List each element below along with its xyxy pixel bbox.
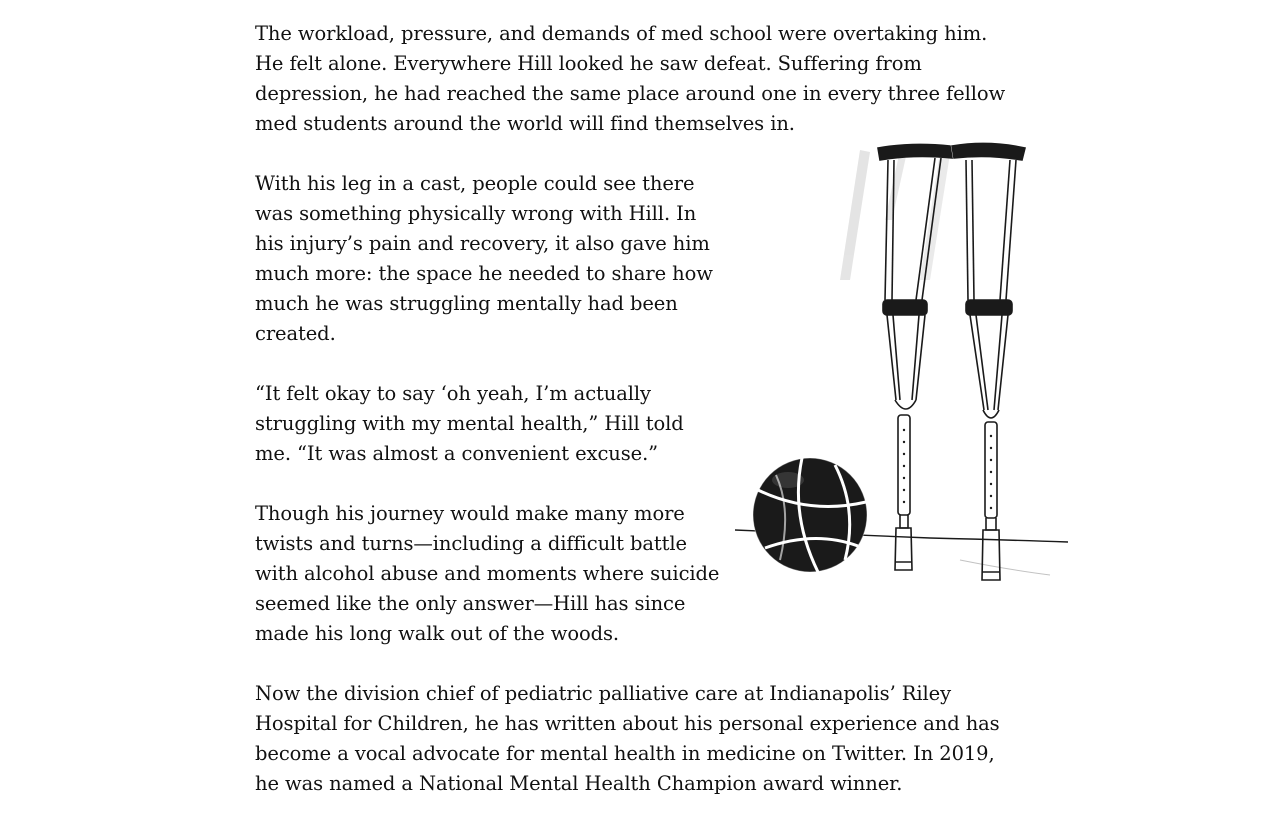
paragraph-3-quote: “It felt okay to say ‘oh yeah, I’m actually struggling with my mental health,” Hill told me. “It was almost a convenient excuse.”	[255, 382, 684, 465]
paragraph-1: The workload, pressure, and demands of med school were overtaking him. He felt alone. Everywhere Hill looked he saw defeat. Suffering from depression, he had reached the same place around one in every three fellow med students around the world will find themselves in.	[255, 22, 1006, 135]
basketball	[753, 458, 867, 572]
paragraph-5: Now the division chief of pediatric palliative care at Indianapolis’ Riley Hospital for Children, he has written about his personal experience and has become a vocal advocate for mental health in medicine on Twitter. In 2019, he was named a National Mental Health Champion award winner.	[255, 682, 1000, 795]
paragraph-4: Though his journey would make many more twists and turns—including a difficult battle with alcohol abuse and moments where suicide seemed like the only answer—Hill has since made his long walk out of the woods.	[255, 502, 720, 645]
paragraph-2: With his leg in a cast, people could see there was something physically wrong with Hill. In his injury’s pain and recovery, it also gave him much more: the space he needed to share how much he was struggling mentally had been created.	[255, 172, 713, 345]
crutches-basketball-illustration	[730, 130, 1075, 590]
right-crutch	[952, 143, 1025, 580]
